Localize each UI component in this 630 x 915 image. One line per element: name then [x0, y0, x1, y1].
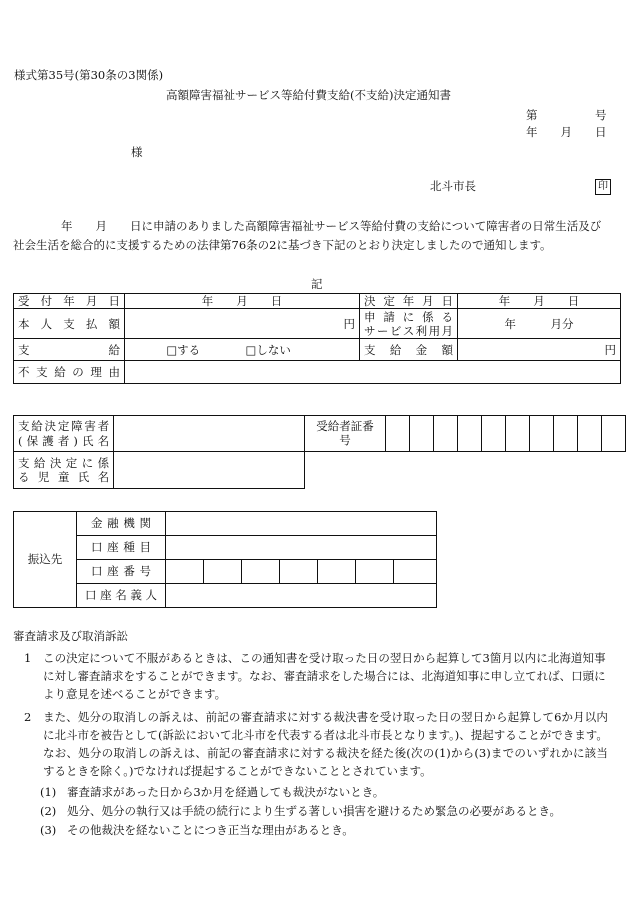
account-type-label: 口座種目 [77, 536, 166, 560]
recipient-name-value[interactable] [114, 416, 305, 452]
intro-line-2: 社会生活を総合的に支援するための法律第76条の2に基づき下記のとおり決定しましたので通知します。 [13, 238, 552, 252]
certificate-digit-cell[interactable] [385, 416, 409, 452]
decided-date-label: 決定年月日 [360, 294, 458, 309]
recipient-suffix: 様 [131, 145, 143, 159]
account-digit-cell[interactable] [242, 560, 280, 584]
certificate-digit-cell[interactable] [553, 416, 577, 452]
appeal-item-2: また、処分の取消しの訴えは、前記の審査請求に対する裁決書を受け取った日の翌日から起算して6か月以内 に北斗市を被告として(訴訟において北斗市を代表する者は北斗市長となります。)、提起することができます。 なお、処分の取消しの訴えは、前記の審査請求に対する裁決を経た後(次の(1)から(3)までのいずれかに該当 するときを除く。)でなければ提起することができないこととされています。 [43, 710, 608, 778]
account-holder-label: 口座名義人 [77, 584, 166, 608]
certificate-number-label: 受給者証番 号 [305, 416, 385, 452]
document-date-label: 年 月 日 [526, 125, 607, 139]
seal-stamp: 印 [595, 179, 611, 195]
intro-line-1: 年 月 日に申請のありました高額障害福祉サービス等給付費の支給について障害者の日常生活及び [61, 219, 602, 233]
account-digit-cell[interactable] [356, 560, 394, 584]
person-table [13, 415, 626, 489]
payment-label: 支 給 [14, 339, 125, 361]
sub-item-1-number: (1) [40, 785, 57, 799]
payment-no-checkbox[interactable]: □しない [242, 339, 360, 361]
child-name-value[interactable] [114, 452, 305, 489]
ki-heading: 記 [311, 277, 323, 291]
account-type-value[interactable] [166, 536, 437, 560]
certificate-digit-cell[interactable] [481, 416, 505, 452]
appeal-item-1-number: 1 [24, 651, 32, 665]
certificate-digit-cell[interactable] [505, 416, 529, 452]
child-name-label: 支給決定に係 る児童氏名 [14, 452, 114, 489]
account-digit-cell[interactable] [318, 560, 356, 584]
sub-item-3-number: (3) [40, 823, 57, 837]
account-number-label: 口座番号 [77, 560, 166, 584]
document-title: 高額障害福祉サービス等給付費支給(不支給)決定通知書 [166, 88, 451, 102]
bank-institution-label: 金融機関 [77, 512, 166, 536]
appeal-heading: 審査請求及び取消訴訟 [13, 629, 128, 643]
payment-yes-checkbox[interactable]: □する [125, 339, 242, 361]
amount-label: 支給金額 [360, 339, 458, 361]
reason-label: 不支給の理由 [14, 361, 125, 384]
account-holder-value[interactable] [166, 584, 437, 608]
bank-header: 振込先 [14, 512, 77, 608]
appeal-item-2-number: 2 [24, 710, 32, 724]
service-month-label: 申請に係る サービス利用月 [360, 309, 458, 339]
received-date-value[interactable]: 年 月 日 [125, 294, 360, 309]
account-digit-cell[interactable] [166, 560, 204, 584]
certificate-digit-cell[interactable] [409, 416, 433, 452]
reason-value[interactable] [125, 361, 621, 384]
service-month-value[interactable]: 年 月分 [458, 309, 621, 339]
amount-value[interactable]: 円 [458, 339, 621, 361]
certificate-digit-cell[interactable] [433, 416, 457, 452]
decided-date-value[interactable]: 年 月 日 [458, 294, 621, 309]
self-pay-value[interactable]: 円 [125, 309, 360, 339]
self-pay-label: 本人支払額 [14, 309, 125, 339]
document-number-label: 第 号 [526, 108, 607, 122]
certificate-digit-cell[interactable] [577, 416, 601, 452]
form-number: 様式第35号(第30条の3関係) [14, 68, 164, 82]
account-digit-cell[interactable] [394, 560, 437, 584]
issuer-name: 北斗市長 [430, 179, 476, 193]
account-digit-cell[interactable] [204, 560, 242, 584]
bank-institution-value[interactable] [166, 512, 437, 536]
bank-table [13, 511, 437, 608]
certificate-digit-cell[interactable] [457, 416, 481, 452]
appeal-item-1: この決定について不服があるときは、この通知書を受け取った日の翌日から起算して3箇月以内に北海道知事 に対し審査請求をすることができます。なお、審査請求をした場合には、北海道知事に申し立てれば、口頭に より意見を述べることができます。 [43, 651, 606, 701]
sub-item-1: 審査請求があった日から3か月を経過しても裁決がないとき。 [67, 785, 385, 799]
received-date-label: 受付年月日 [14, 294, 125, 309]
sub-item-2: 処分、処分の執行又は手続の続行により生ずる著しい損害を避けるため緊急の必要があるとき。 [67, 804, 562, 818]
sub-item-2-number: (2) [40, 804, 57, 818]
sub-item-3: その他裁決を経ないことにつき正当な理由があるとき。 [67, 823, 354, 837]
certificate-digit-cell[interactable] [529, 416, 553, 452]
recipient-name-label: 支給決定障害者 (保護者)氏名 [14, 416, 114, 452]
empty-area [305, 452, 626, 489]
account-digit-cell[interactable] [280, 560, 318, 584]
certificate-digit-cell[interactable] [601, 416, 625, 452]
decision-table [13, 293, 621, 384]
